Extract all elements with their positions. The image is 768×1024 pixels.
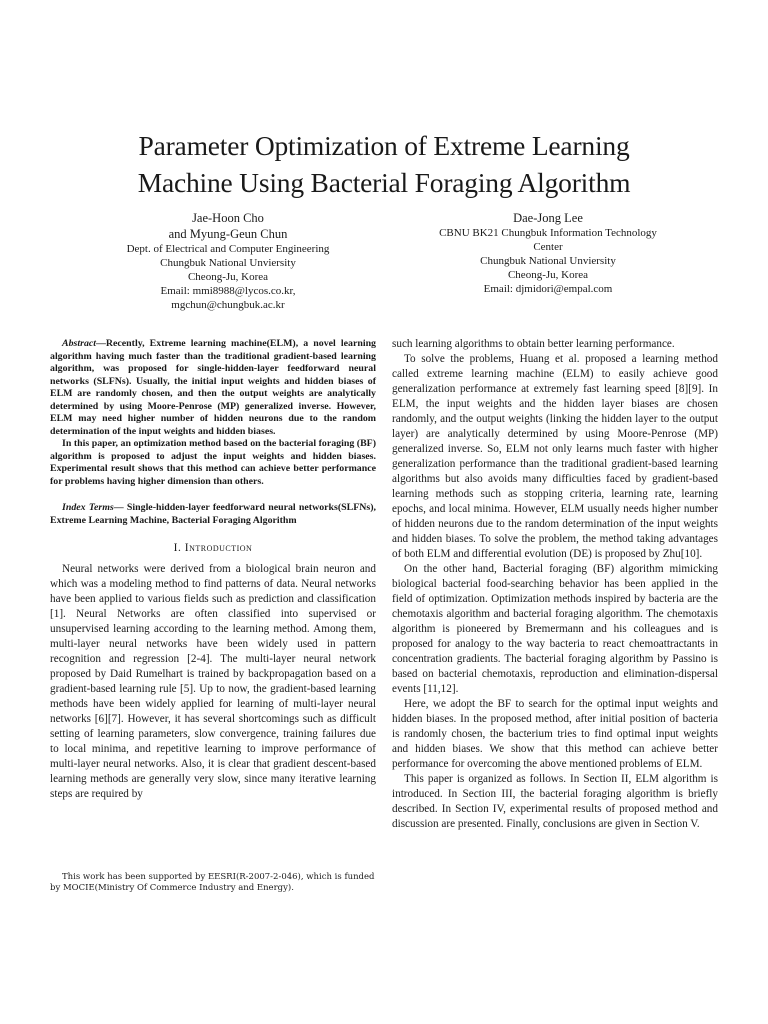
author-affil-1: CBNU BK21 Chungbuk Information Technology — [439, 227, 657, 239]
index-terms-text: Single-hidden-layer feedforward neural networks(SLFNs), Extreme Learning Machine, Bacterial Foraging Algorithm — [50, 502, 377, 526]
index-terms — [50, 502, 376, 527]
right-paragraph-0: such learning algorithms to obtain better learning performance. — [392, 338, 675, 350]
author-name-2: and Myung-Geun Chun — [168, 227, 288, 241]
author-univ-right: Chungbuk National Unviersity — [480, 255, 616, 267]
author-email-2: mgchun@chungbuk.ac.kr — [171, 299, 285, 311]
section-heading-introduction: I. Introduction — [173, 542, 253, 554]
abstract-dash: — — [96, 338, 106, 349]
title-line-2: Machine Using Bacterial Foraging Algorithm — [137, 167, 631, 198]
abstract-paragraph-2: In this paper, an optimization method based on the bacterial foraging (BF) algorithm is proposed to adjust the input weights and hidden biases. Experimental result shows that this method can achieve better performance for problems having higher dimension than others. — [50, 438, 376, 487]
right-paragraph-3: Here, we adopt the BF to search for the optimal input weights and hidden biases. In the proposed method, after initial position of bacteria is randomly chosen, the bacterium tries to find optimal input weights and hidden biases. We show that this method can achieve better performance for overcoming the above mentioned problems of ELM. — [392, 698, 718, 770]
right-paragraph-4: This paper is organized as follows. In Section II, ELM algorithm is introduced. In Section III, the bacterial foraging algorithm is briefly described. In Section IV, experimental results of proposed method and discussion are presented. Finally, conclusions are given in Section V. — [392, 773, 718, 830]
author-affil-2: Center — [533, 241, 563, 253]
footnote: This work has been supported by EESRI(R-2007-2-046), which is funded by MOCIE(Ministry Of Commerce Industry and Energy). — [50, 872, 375, 893]
author-block-left — [90, 210, 366, 312]
right-paragraph-2: On the other hand, Bacterial foraging (BF) algorithm mimicking biological bacterial food-searching behavior has been applied in the field of optimization. Optimization methods inspired by bacteria are the chemotaxis algorithm and bacterial foraging algorithm. The chemotaxis algorithm is pioneered by Bremermann and his colleagues and is proposed for analogy to the way bacteria to react chemoattractants in concentration gradients. The bacterial foraging algorithm by Passino is based on bacterial chemotaxis, reproduction and elimination-dispersal events [11,12]. — [392, 563, 718, 695]
index-terms-dash: — — [113, 502, 124, 513]
abstract-paragraph-1 — [50, 338, 376, 438]
author-dept: Dept. of Electrical and Computer Engineering — [126, 243, 330, 255]
paper-title — [60, 127, 708, 201]
title-line-1: Parameter Optimization of Extreme Learning — [138, 130, 630, 161]
author-name-3: Dae-Jong Lee — [513, 211, 583, 225]
abstract-lead: Abstract — [62, 338, 97, 349]
index-terms-lead: Index Terms — [62, 502, 114, 513]
left-column — [50, 338, 376, 802]
author-email-3: Email: djmidori@empal.com — [483, 283, 613, 295]
author-name-1: Jae-Hoon Cho — [192, 211, 264, 225]
abstract-text-1: Recently, Extreme learning machine(ELM), a novel learning algorithm having much faster than the traditional gradient-based learning algorithm, was proposed for single-hidden-layer feedforward neural networks (SLFNs). Usually, the initial input weights and hidden biases of ELM are randomly chosen, and then the output weights are analytically determined by using Moore-Penrose (MP) generalized inverse. However, ELM may need higher number of hidden neurons due to the random determination of the input weights and hidden biases. — [50, 338, 376, 437]
right-column — [392, 337, 718, 832]
author-block-right — [412, 210, 684, 296]
author-city: Cheong-Ju, Korea — [187, 271, 269, 283]
right-paragraph-1: To solve the problems, Huang et al. proposed a learning method called extreme learning machine (ELM) to easily achieve good generalization performance at extremely fast learning speed [8][9]. In ELM, the input weights and the hidden layer biases are chosen randomly, and the output weights (linking the hidden layer to the output layer) are analytically determined by using Moore-Penrose (MP) generalized inverse. So, ELM not only learns much faster with higher generalization performance than the traditional gradient-based learning algorithms but also avoids many difficulties faced by gradient-based learning methods such as stopping criteria, learning rate, learning epochs, and local minima. However, ELM usually needs higher number of hidden neurons due to the random determination of the input weights and hidden biases. To solve the problem, the method taking advantages of both ELM and differential evolution (DE) is proposed by Zhu[10]. — [392, 353, 718, 560]
author-univ: Chungbuk National Unviersity — [160, 257, 296, 269]
abstract — [50, 338, 376, 488]
intro-paragraph-1: Neural networks were derived from a biological brain neuron and which was a modeling method to find patterns of data. Neural networks have been applied to various fields such as prediction and classification [1]. Neural Networks are often classified into supervised or unsupervised learning according to the learning method. Among them, multi-layer neural networks have been widely used in pattern recognition and regression [2-4]. The multi-layer neural network proposed by Daid Rumelhart is trained by backpropagation based on a gradient-based learning rule [5]. Up to now, the gradient-based learning methods have been widely applied for learning of multi-layer neural networks [6][7]. However, it has several shortcomings such as difficult setting of learning parameters, slow convergence, training failures due to local minima, and repetitive learning to improve performance of multi-layer neural networks. Also, it is clear that gradient descent-based learning methods are generally very slow, since many iterative learning steps are required by — [50, 563, 376, 800]
author-email-1: Email: mmi8988@lycos.co.kr, — [160, 285, 296, 297]
author-city-right: Cheong-Ju, Korea — [507, 269, 589, 281]
